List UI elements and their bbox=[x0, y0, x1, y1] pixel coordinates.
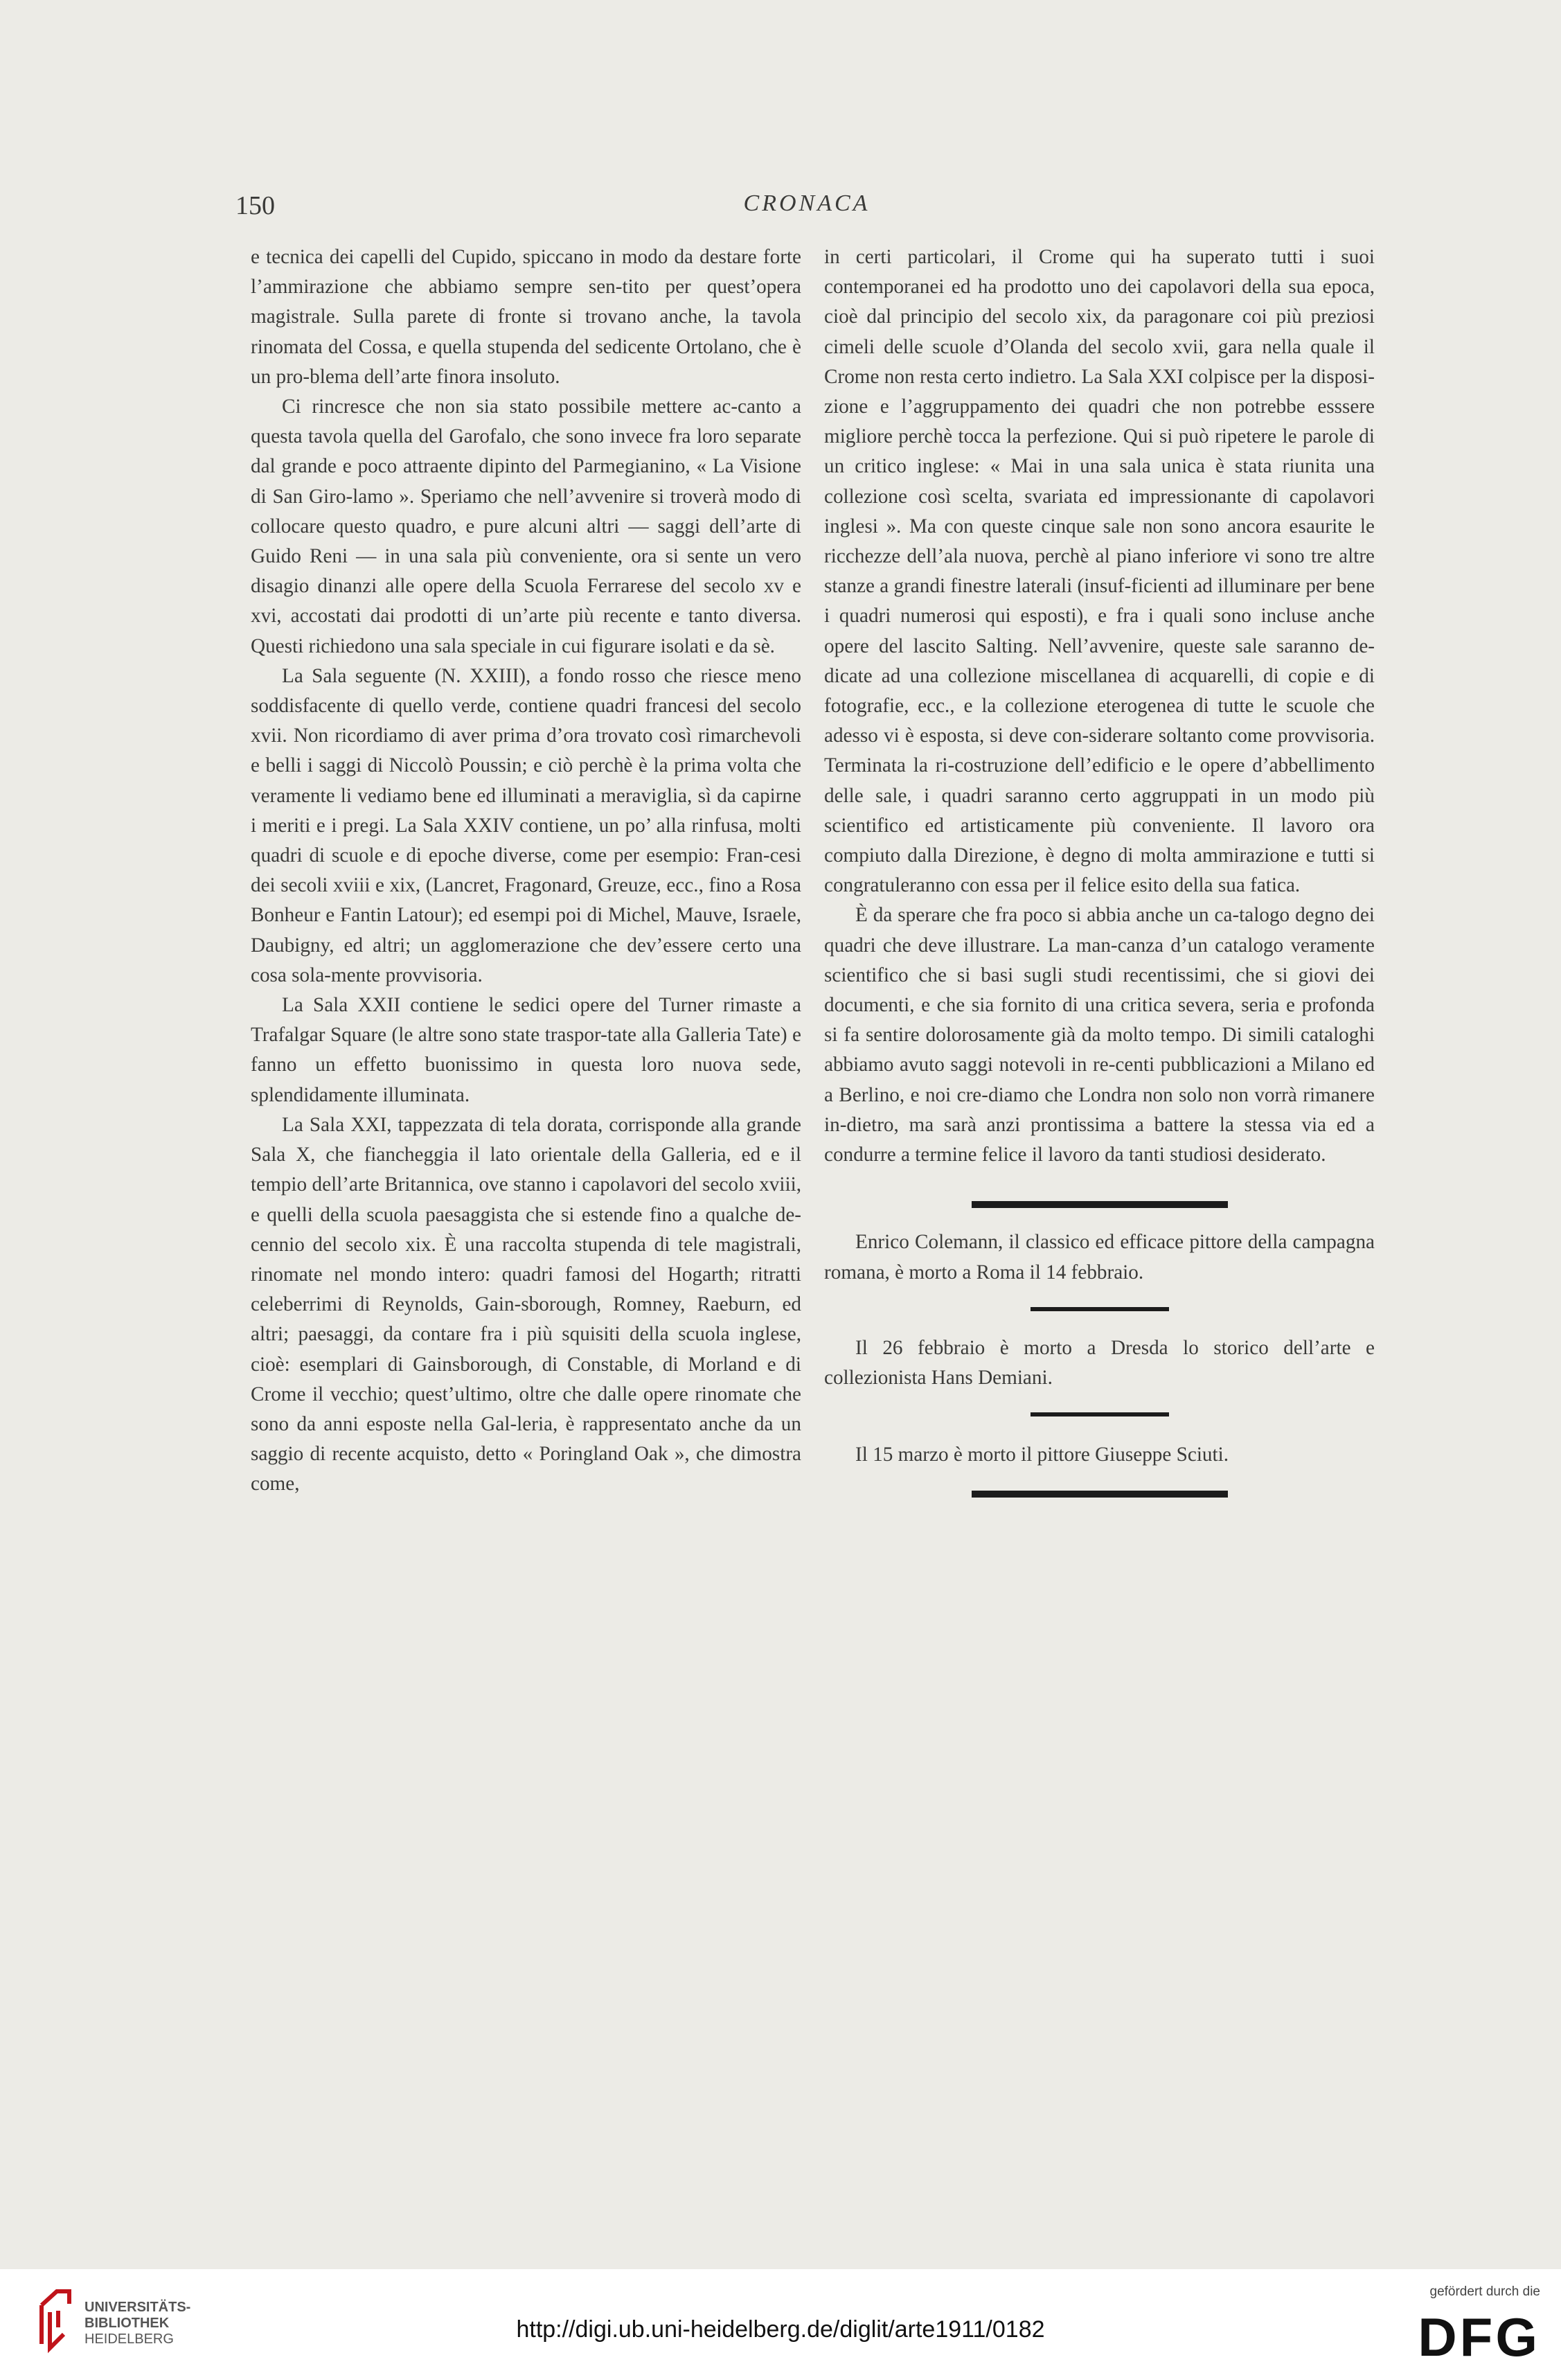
paragraph: La Sala seguente (N. XXIII), a fondo rosso che riesce meno soddisfacente di quello verde, contiene quadri francesi del secolo xvii. Non ricordiamo di aver prima d’ora trovato così rimarchevoli e belli i saggi di Niccolò Poussin; e ciò perchè è la prima volta che veramente li vediamo bene ed illuminati a meraviglia, sì da capirne i meriti e i pregi. La Sala XXIV contiene, un po’ alla rinfusa, molti quadri di scuole e di epoche diverse, come per esempio: Fran-cesi dei secoli xviii e xix, (Lancret, Fragonard, Greuze, ecc., fino a Rosa Bonheur e Fantin Latour); ed esempi poi di Michel, Mauve, Israele, Daubigny, ed altri; un agglomerazione che dev’essere certo una cosa sola-mente provvisoria. bbox=[251, 664, 801, 986]
paragraph: È da sperare che fra poco si abbia anche un ca-talogo degno dei quadri che deve illustrare. La man-canza d’un catalogo veramente scientifico che si basi sugli studi recentissimi, che si giovi dei documenti, e che sia fornito di una critica severa, seria e profonda si fa sentire dolorosamente già da molto tempo. Di simili cataloghi abbiamo avuto saggi notevoli in re-centi pubblicazioni a Milano ed a Berlino, e noi cre-diamo che Londra non solo non vorrà rimanere in-dietro, ma sarà anzi prontissima a battere la stessa via ed a condurre a termine felice il lavoro da tanti studiosi desiderato. bbox=[824, 904, 1375, 1166]
viewer-footer bbox=[0, 2269, 1561, 2380]
short-divider bbox=[1031, 1412, 1169, 1417]
death-notice: Il 26 febbraio è morto a Dresda lo storico dell’arte e collezionista Hans Demiani. bbox=[824, 1336, 1375, 1389]
page-header bbox=[235, 190, 1378, 232]
funding-note: gefördert durch die bbox=[1429, 2284, 1540, 2299]
permalink-url[interactable]: http://digi.ub.uni-heidelberg.de/diglit/arte1911/0182 bbox=[516, 2316, 1045, 2343]
library-name: UNIVERSITÄTS- BIBLIOTHEK HEIDELBERG bbox=[84, 2300, 191, 2347]
running-head: CRONACA bbox=[743, 190, 871, 216]
end-divider bbox=[972, 1491, 1228, 1498]
paragraph: Ci rincresce che non sia stato possibile mettere ac-canto a questa tavola quella del Garofalo, che sono invece fra loro separate dal grande e poco attraente dipinto del Parmegianino, « La Visione di San Giro-lamo ». Speriamo che nell’avvenire si troverà modo di collocare questo quadro, e pure alcuni altri — saggi dell’arte di Guido Reni — in una sala più conveniente, ora si sente un vero disagio dinanzi alle opere della Scuola Ferrarese del secolo xv e xvi, accostati dai prodotti di un’arte più recente e tanto diversa. Questi richiedono una sala speciale in cui figurare isolati e da sè. bbox=[251, 396, 801, 657]
paragraph: e tecnica dei capelli del Cupido, spiccano in modo da destare forte l’ammirazione che abbiamo sempre sen-tito per quest’opera magistrale. Sulla parete di fronte si trovano anche, la tavola rinomata del Cossa, e quella stupenda del sedicente Ortolano, che è un pro-blema dell’arte finora insoluto. bbox=[251, 246, 801, 388]
paragraph: La Sala XXI, tappezzata di tela dorata, corrisponde alla grande Sala X, che fiancheggia il lato orientale della Galleria, ed e il tempio dell’arte Britannica, ove stanno i capolavori del secolo xviii, e quelli della scuola paesaggista che si estende fino a qualche de-cennio del secolo xix. È una raccolta stupenda di tele magistrali, rinomate nel mondo intero: quadri famosi del Hogarth; ritratti celeberrimi di Reynolds, Gain-sborough, Romney, Raeburn, ed altri; paesaggi, da contare fra i più squisiti della scuola inglese, cioè: esemplari di Gainsborough, di Constable, di Morland e di Crome il vecchio; quest’ultimo, oltre che dalle opere rinomate che sono da anni esposte nella Gal-leria, è rappresentato anche da un saggio di recente acquisto, detto « Poringland Oak », che dimostra come, bbox=[251, 1113, 801, 1495]
page-number: 150 bbox=[235, 191, 275, 220]
death-notice: Il 15 marzo è morto il pittore Giuseppe Sciuti. bbox=[855, 1444, 1229, 1466]
section-divider bbox=[972, 1201, 1228, 1208]
dfg-logo: DFG bbox=[1418, 2307, 1540, 2368]
paragraph: La Sala XXII contiene le sedici opere del Turner rimaste a Trafalgar Square (le altre sono state traspor-tate alla Galleria Tate) e fanno un effetto buonissimo in questa loro nuova sede, splendidamente illuminata. bbox=[251, 994, 801, 1106]
short-divider bbox=[1031, 1307, 1169, 1311]
right-column bbox=[824, 242, 1375, 1498]
death-notice: Enrico Colemann, il classico ed efficace pittore della campagna romana, è morto a Roma il 14 febbraio. bbox=[824, 1231, 1375, 1284]
left-column bbox=[251, 242, 801, 1500]
paragraph: in certi particolari, il Crome qui ha superato tutti i suoi contemporanei ed ha prodotto uno dei capolavori della sua epoca, cioè dal principio del secolo xix, da paragonare coi più preziosi cimeli delle scuole d’Olanda del secolo xvii, gara nella quale il Crome non resta certo indietro. La Sala XXI colpisce per la disposi-zione e l’aggruppamento dei quadri che non potrebbe esssere migliore perchè tocca la perfezione. Qui si può ripetere le parole di un critico inglese: « Mai in una sala unica è stata riunita una collezione così scelta, svariata ed impressionante di capolavori inglesi ». Ma con queste cinque sale non sono ancora esaurite le ricchezze dell’ala nuova, perchè al piano inferiore vi sono tre altre stanze a grandi finestre laterali (insuf-ficienti ad illuminare per bene i quadri numerosi qui esposti), e fra i quali sono incluse anche opere del lascito Salting. Nell’avvenire, queste sale saranno de-dicate ad una collezione miscellanea di acquarelli, di copie e di fotografie, ecc., e la collezione eterogenea di tutte le scuole che adesso vi è esposta, si deve con-siderare soltanto come provvisoria. Terminata la ri-costruzione dell’edificio e le opere d’abbellimento delle sale, i quadri saranno certo aggruppati in un modo più scientifico ed artisticamente più conveniente. Il lavoro ora compiuto dalla Direzione, è degno di molta ammirazione e tutti si congratuleranno con essa per il felice esito della sua fatica. bbox=[824, 246, 1375, 897]
